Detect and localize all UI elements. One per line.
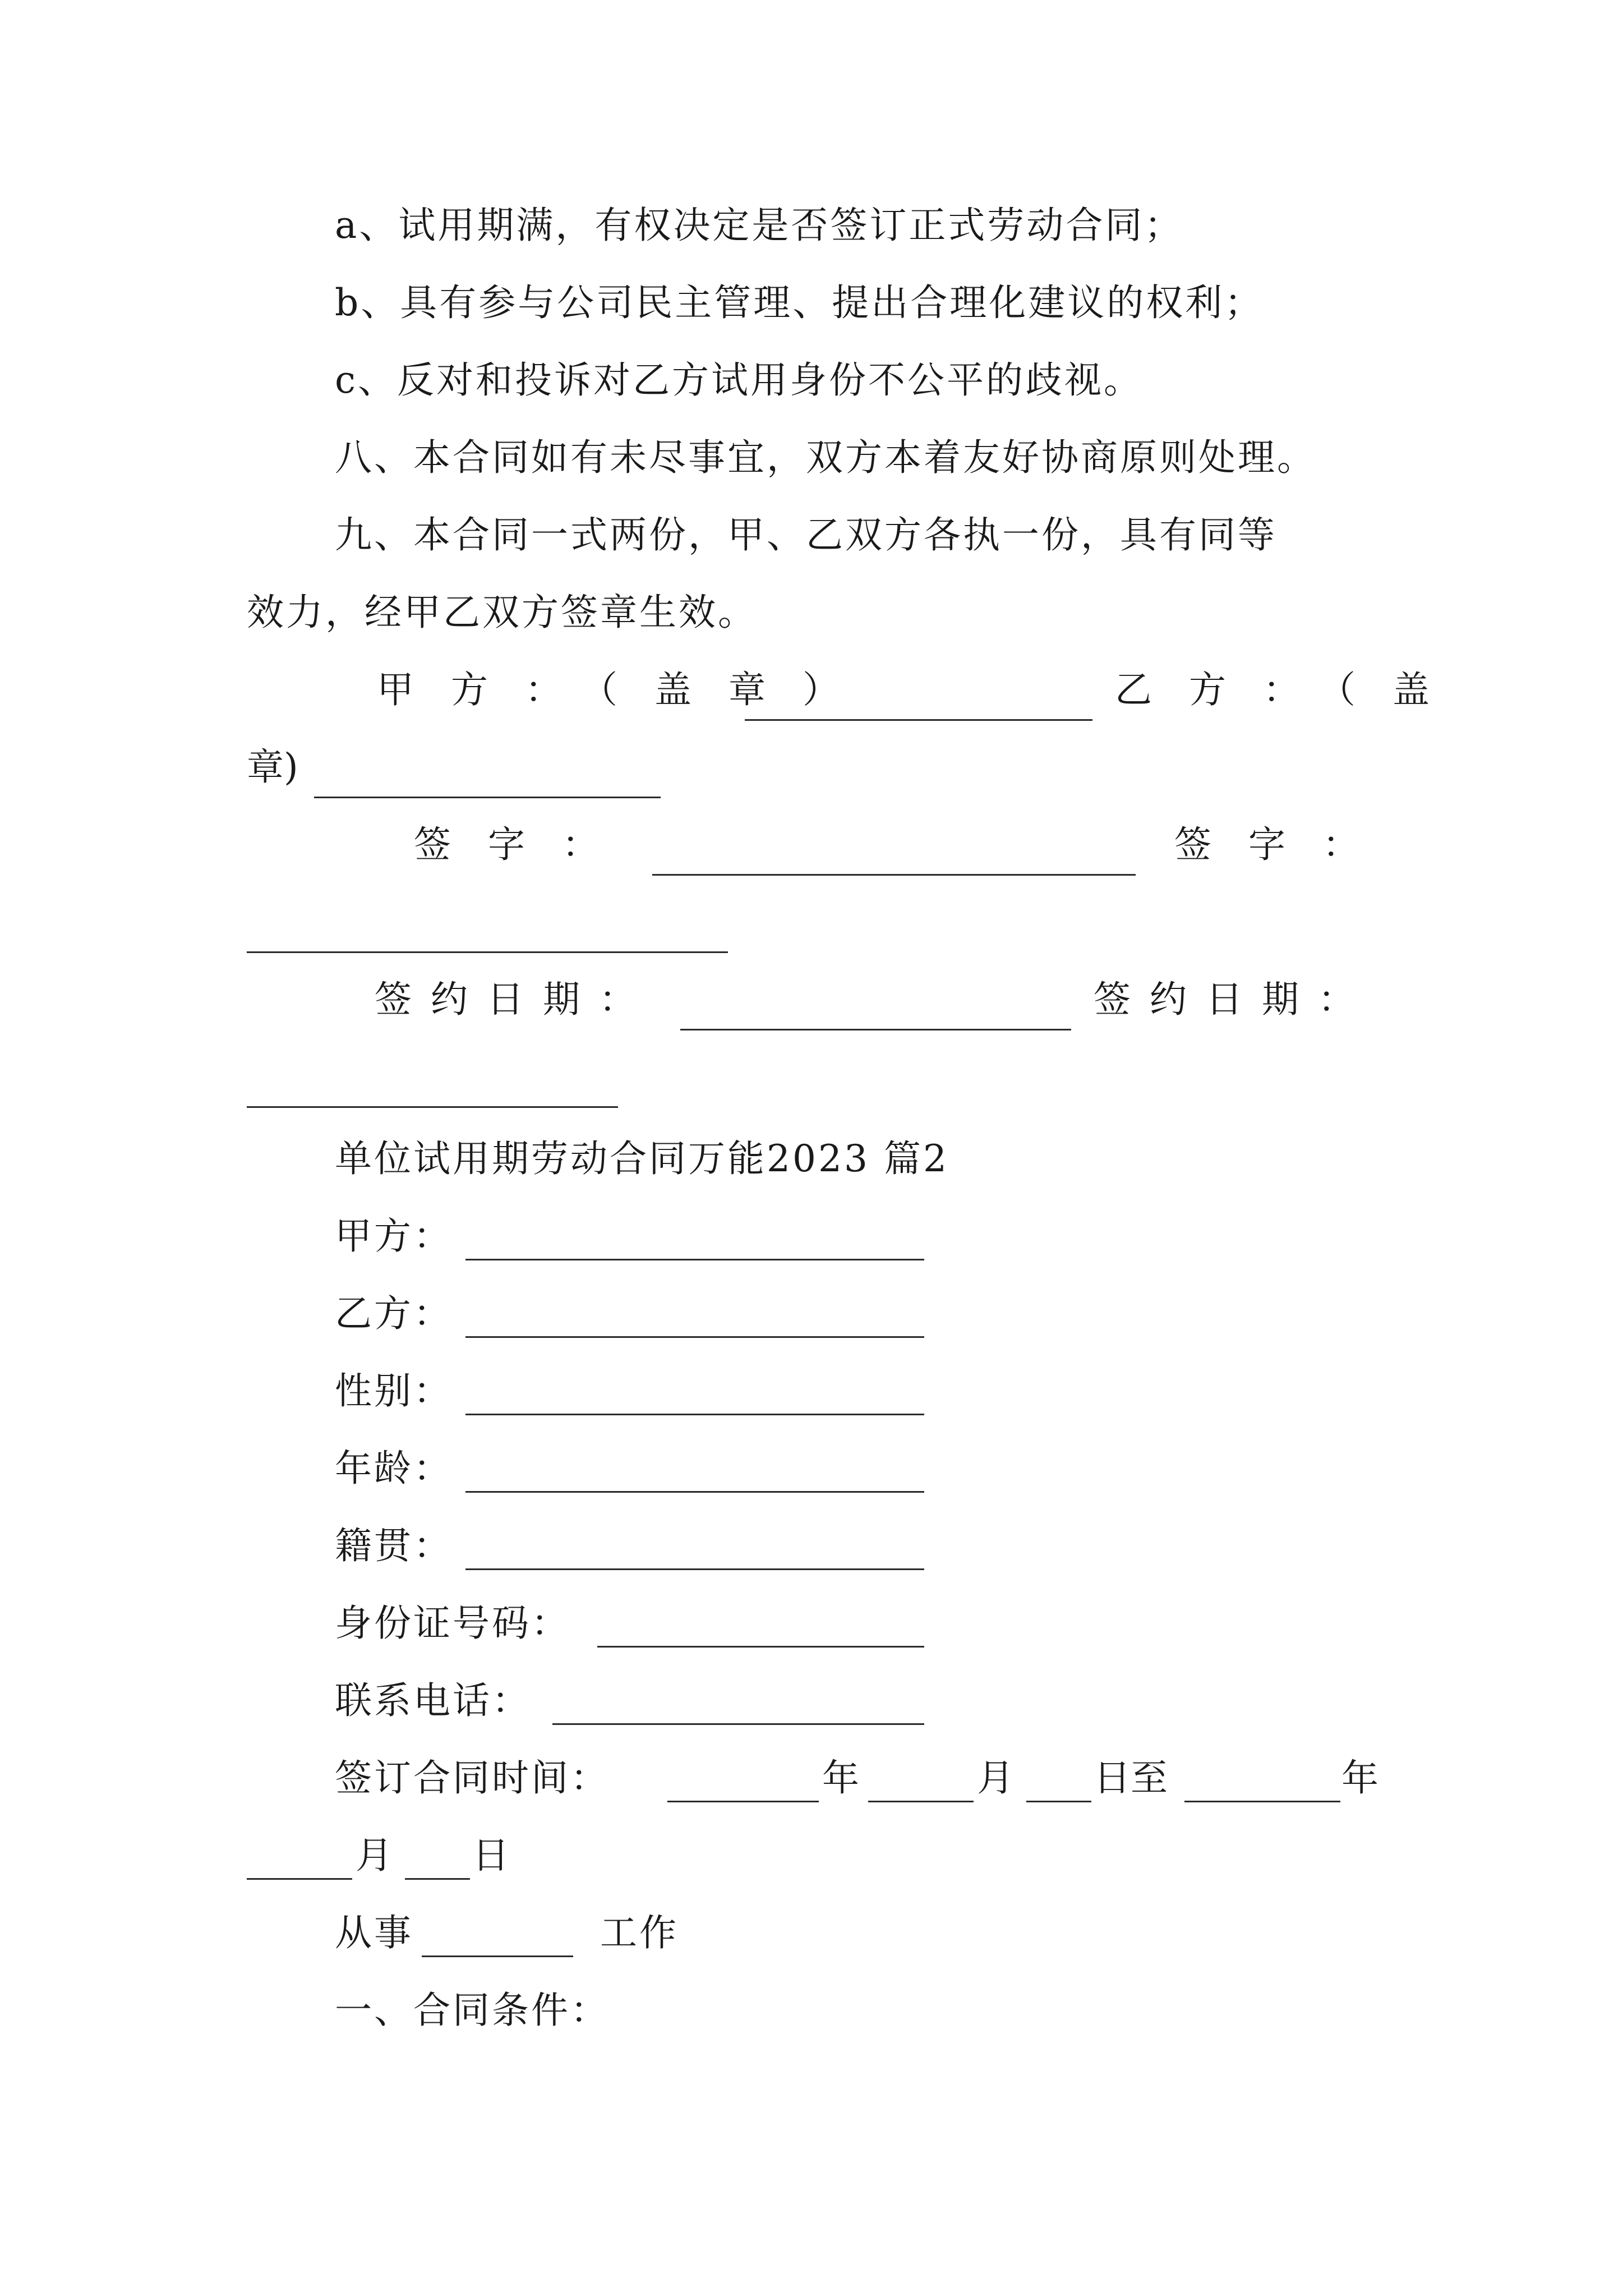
start-day-to-unit: 日至 — [1094, 1756, 1168, 1800]
right-a-text: a、试用期满，有权决定是否签订正式劳动合同； — [335, 204, 1184, 247]
end-year-field[interactable] — [1184, 1801, 1340, 1802]
end-month-unit: 月 — [356, 1834, 393, 1877]
id-number-field-label: 身份证号码： — [335, 1602, 570, 1645]
party-b-field[interactable] — [465, 1336, 924, 1338]
party-a-field-label: 甲方： — [335, 1214, 453, 1258]
party-b-seal-blank[interactable] — [314, 797, 661, 798]
section-one-heading: 一、合同条件： — [335, 1989, 610, 2032]
party-a-field[interactable] — [465, 1259, 924, 1260]
start-year-field[interactable] — [667, 1801, 819, 1802]
end-month-field[interactable] — [247, 1878, 352, 1880]
start-month-unit: 月 — [977, 1756, 1014, 1800]
party-a-date-blank[interactable] — [680, 1029, 1071, 1030]
party-b-date-blank[interactable] — [247, 1106, 618, 1108]
end-year-unit: 年 — [1341, 1756, 1378, 1800]
clause-9-line2: 效力，经甲乙双方签章生效。 — [247, 591, 757, 634]
start-day-field[interactable] — [1026, 1801, 1091, 1802]
end-day-unit: 日 — [472, 1834, 509, 1877]
party-b-sign-label: 签字： — [1174, 823, 1396, 866]
clause-8-text: 八、本合同如有未尽事宜，双方本着友好协商原则处理。 — [335, 436, 1316, 479]
job-field[interactable] — [422, 1955, 573, 1957]
party-a-seal-label: 甲方：（盖章） — [377, 668, 877, 711]
section-2-title: 单位试用期劳动合同万能2023 篇2 — [335, 1137, 949, 1180]
clause-9-line1: 九、本合同一式两份，甲、乙双方各执一份，具有同等 — [335, 513, 1277, 556]
start-month-field[interactable] — [868, 1801, 974, 1802]
party-a-sign-label: 签字： — [414, 823, 636, 866]
right-b-text: b、具有参与公司民主管理、提出合理化建议的权利； — [335, 281, 1264, 324]
native-place-field[interactable] — [465, 1568, 924, 1570]
party-b-field-label: 乙方： — [335, 1292, 453, 1335]
right-c-text: c、反对和投诉对乙方试用身份不公平的歧视。 — [335, 358, 1143, 402]
party-a-seal-blank[interactable] — [745, 719, 1092, 721]
party-b-date-label: 签约日期： — [1094, 978, 1374, 1021]
age-field-label: 年龄： — [335, 1447, 453, 1490]
engaged-in-label: 从事 — [335, 1911, 413, 1954]
age-field[interactable] — [465, 1491, 924, 1493]
phone-field-label: 联系电话： — [335, 1679, 531, 1722]
gender-field-label: 性别： — [335, 1369, 453, 1412]
party-b-seal-label: 乙方：（盖 — [1115, 668, 1467, 711]
native-place-field-label: 籍贯： — [335, 1524, 453, 1567]
party-b-sign-blank[interactable] — [247, 951, 728, 953]
work-label: 工作 — [600, 1911, 679, 1954]
gender-field[interactable] — [465, 1414, 924, 1415]
phone-field[interactable] — [552, 1723, 924, 1725]
sign-time-label: 签订合同时间： — [335, 1756, 610, 1800]
party-a-sign-blank[interactable] — [652, 874, 1136, 876]
party-b-seal-label-end: 章) — [247, 746, 298, 789]
start-year-unit: 年 — [822, 1756, 859, 1800]
end-day-field[interactable] — [405, 1878, 470, 1880]
id-number-field[interactable] — [597, 1646, 924, 1648]
party-a-date-label: 签约日期： — [375, 978, 655, 1021]
